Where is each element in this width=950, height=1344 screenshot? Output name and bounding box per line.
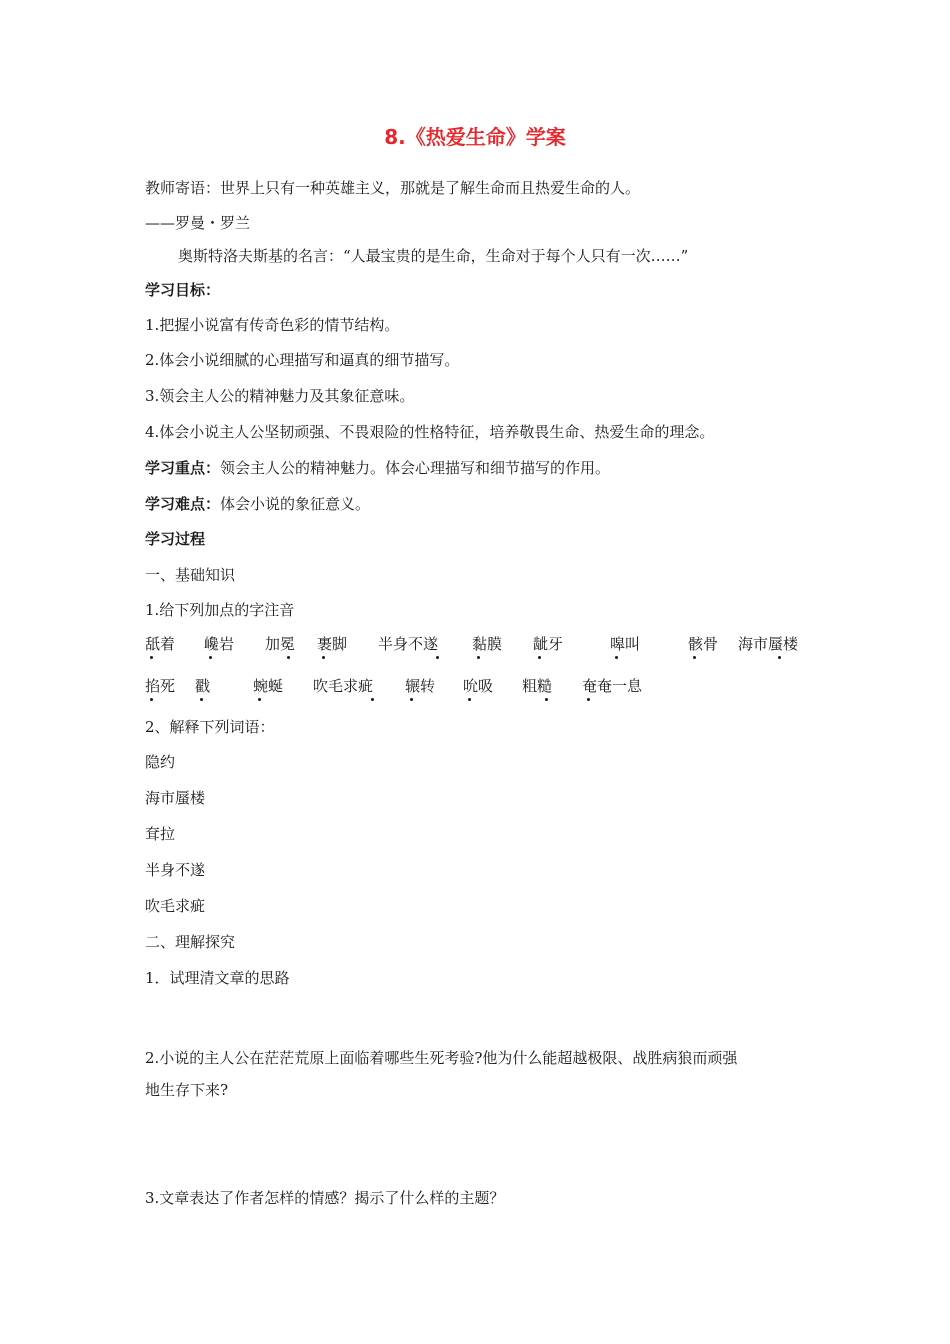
pinyin-word: 舐着 <box>145 635 176 653</box>
explore-question-1: 1．试理清文章的思路 <box>145 969 290 987</box>
difficulty-label: 学习难点： <box>145 495 221 513</box>
term-item: 吹毛求疵 <box>145 897 206 915</box>
emphasis-dot <box>322 656 325 659</box>
goal-item-2: 2.体会小说细腻的心理描写和逼真的细节描写。 <box>145 351 460 369</box>
pinyin-word: 黏膜 <box>472 635 503 653</box>
goal-item-1: 1.把握小说富有传奇色彩的情节结构。 <box>145 316 400 334</box>
pinyin-word: 裹脚 <box>317 635 348 653</box>
goal-item-4: 4.体会小说主人公坚韧顽强、不畏艰险的性格特征，培养敬畏生命、热爱生命的理念。 <box>145 423 715 441</box>
explore-question-3: 3.文章表达了作者怎样的情感？揭示了什么样的主题？ <box>145 1189 505 1207</box>
emphasis-dot <box>200 698 203 701</box>
pinyin-word: 辗转 <box>405 677 436 695</box>
term-item: 耷拉 <box>145 825 176 843</box>
question-pinyin: 1.给下列加点的字注音 <box>145 601 295 619</box>
teacher-motto: 教师寄语：世界上只有一种英雄主义，那就是了解生命而且热爱生命的人。 <box>145 179 641 197</box>
emphasis-dot <box>477 656 480 659</box>
question-explain-terms: 2、解释下列词语： <box>145 718 275 736</box>
pinyin-word: 蜿蜒 <box>253 677 284 695</box>
process-heading: 学习过程 <box>145 530 206 548</box>
pinyin-word: 骸骨 <box>688 635 719 653</box>
emphasis-dot <box>545 698 548 701</box>
emphasis-dot <box>287 656 290 659</box>
pinyin-word: 戳 <box>195 677 211 695</box>
pinyin-word: 掐死 <box>145 677 176 695</box>
emphasis-dot <box>150 698 153 701</box>
pinyin-word: 吹毛求疵 <box>313 677 374 695</box>
explore-question-2-line-2: 地生存下来? <box>145 1081 229 1099</box>
difficulty <box>145 494 370 514</box>
pinyin-word: 巉岩 <box>204 635 235 653</box>
pinyin-word: 吮吸 <box>463 677 494 695</box>
goals-heading: 学习目标： <box>145 281 221 299</box>
section-basic-knowledge: 一、基础知识 <box>145 566 236 584</box>
emphasis-dot <box>410 698 413 701</box>
difficulty-text: 体会小说的象征意义。 <box>220 495 371 513</box>
goal-item-3: 3.领会主人公的精神魅力及其象征意味。 <box>145 387 415 405</box>
pinyin-word: 粗糙 <box>522 677 553 695</box>
emphasis-dot <box>778 656 781 659</box>
emphasis-dot <box>468 698 471 701</box>
emphasis-dot <box>538 656 541 659</box>
section-understanding: 二、理解探究 <box>145 933 236 951</box>
emphasis-dot <box>436 656 439 659</box>
famous-quote: 奥斯特洛夫斯基的名言：“人最宝贵的是生命，生命对于每个人只有一次……” <box>178 247 689 265</box>
emphasis-dot <box>209 656 212 659</box>
explore-question-2-line-1: 2.小说的主人公在茫茫荒原上面临着哪些生死考验?他为什么能超越极限、战胜病狼而顽强 <box>145 1049 738 1067</box>
emphasis-dot <box>150 656 153 659</box>
term-item: 隐约 <box>145 753 176 771</box>
emphasis-dot <box>587 698 590 701</box>
key-point-text: 领会主人公的精神魅力。体会心理描写和细节描写的作用。 <box>220 459 611 477</box>
term-item: 半身不遂 <box>145 861 206 879</box>
motto-author: ——罗曼・罗兰 <box>145 214 251 232</box>
pinyin-word: 龇牙 <box>533 635 564 653</box>
pinyin-word: 加冕 <box>265 635 296 653</box>
pinyin-word: 嗥叫 <box>610 635 641 653</box>
pinyin-word: 奄奄一息 <box>582 677 643 695</box>
page-title: 8.《热爱生命》学案 <box>384 125 566 149</box>
pinyin-word: 海市蜃楼 <box>738 635 799 653</box>
emphasis-dot <box>615 656 618 659</box>
pinyin-word: 半身不遂 <box>378 635 439 653</box>
emphasis-dot <box>371 698 374 701</box>
key-point-label: 学习重点： <box>145 459 221 477</box>
emphasis-dot <box>693 656 696 659</box>
term-item: 海市蜃楼 <box>145 789 206 807</box>
emphasis-dot <box>258 698 261 701</box>
key-point <box>145 458 610 478</box>
